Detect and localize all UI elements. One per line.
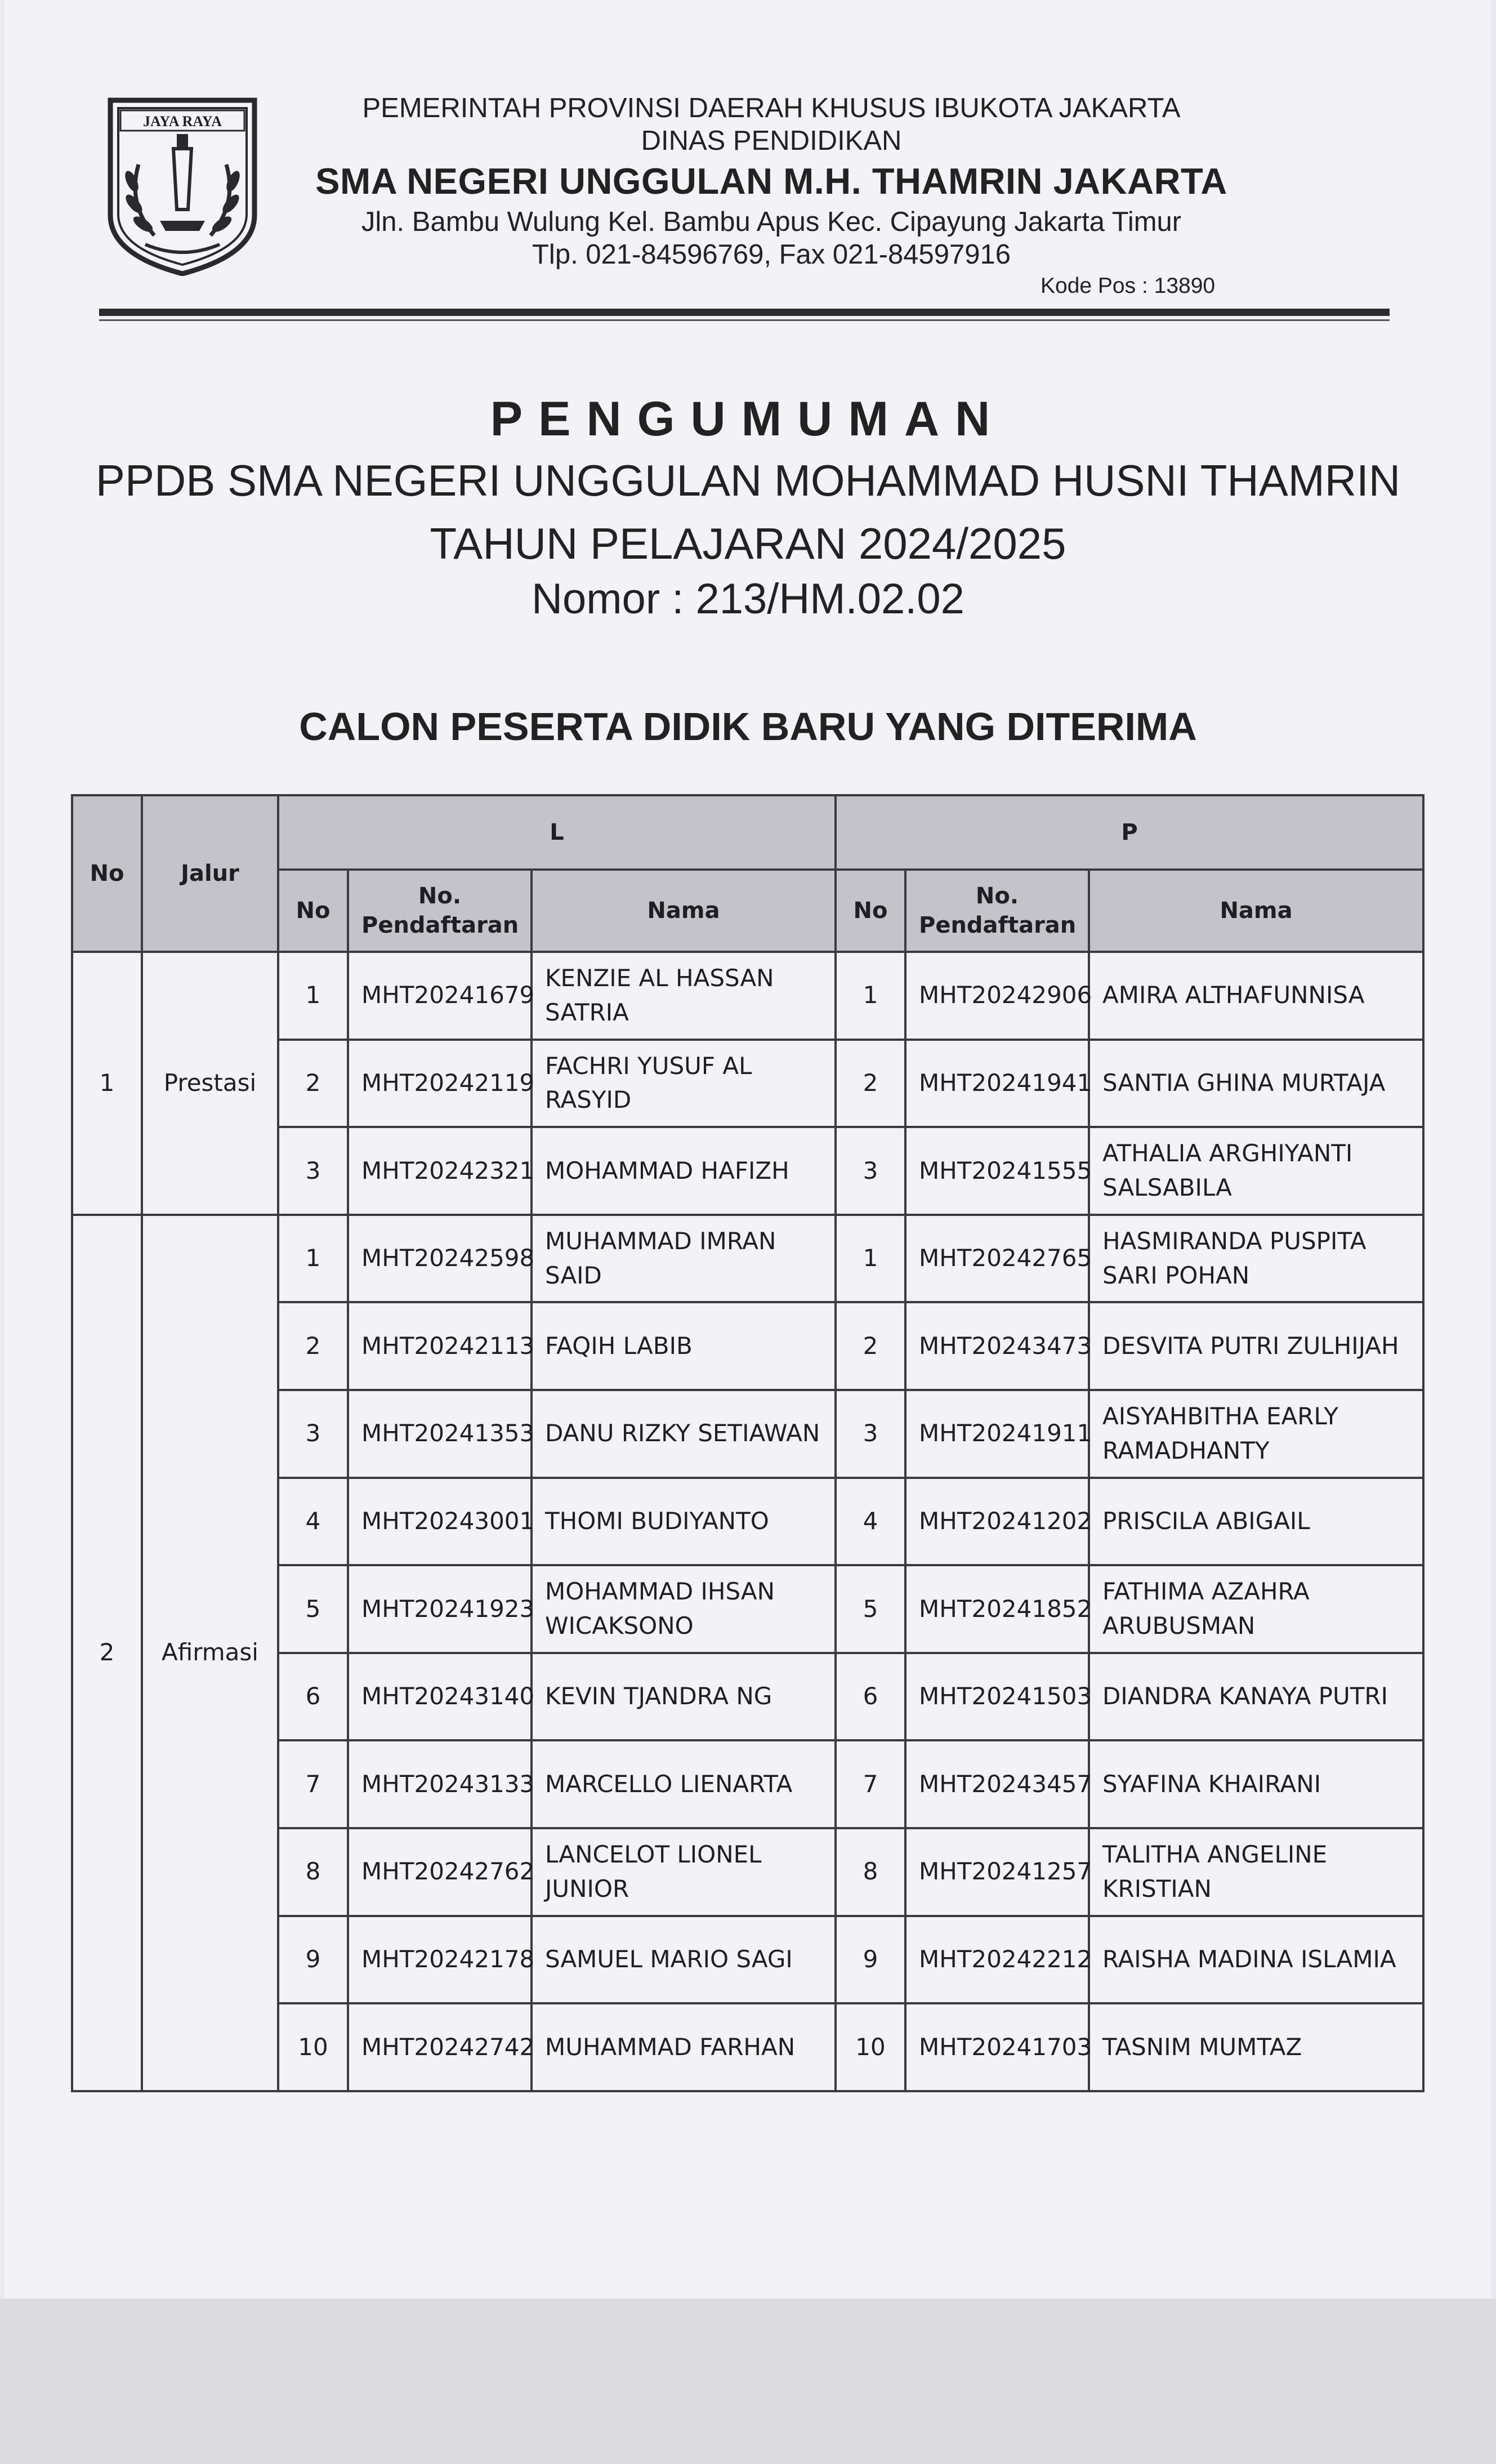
p-registration: MHT20241852 xyxy=(905,1565,1089,1653)
header-jalur: Jalur xyxy=(142,795,278,952)
letterhead-school-name: SMA NEGERI UNGGULAN M.H. THAMRIN JAKARTA xyxy=(315,161,1227,202)
p-no: 9 xyxy=(836,1916,905,2004)
l-no: 4 xyxy=(278,1478,348,1566)
l-no: 8 xyxy=(278,1828,348,1916)
l-name: MUHAMMAD IMRAN SAID xyxy=(532,1215,836,1303)
l-registration: MHT20242742 xyxy=(348,2003,532,2091)
p-registration: MHT20242765 xyxy=(905,1215,1089,1303)
p-no: 3 xyxy=(836,1127,905,1215)
l-registration: MHT20242113 xyxy=(348,1302,532,1390)
l-no: 3 xyxy=(278,1390,348,1478)
l-registration: MHT20242598 xyxy=(348,1215,532,1303)
p-name: AMIRA ALTHAFUNNISA xyxy=(1089,952,1423,1040)
p-registration: MHT20243473 xyxy=(905,1302,1089,1390)
l-registration: MHT20242762 xyxy=(348,1828,532,1916)
l-name: MUHAMMAD FARHAN xyxy=(532,2003,836,2091)
header-l-registration: No. Pendaftaran xyxy=(348,870,532,952)
p-registration: MHT20241257 xyxy=(905,1828,1089,1916)
announcement-heading: PENGUMUMAN xyxy=(490,392,1006,446)
p-name: RAISHA MADINA ISLAMIA xyxy=(1089,1916,1423,2004)
l-registration: MHT20242119 xyxy=(348,1040,532,1128)
header-l-name: Nama xyxy=(532,870,836,952)
letterhead-government: PEMERINTAH PROVINSI DAERAH KHUSUS IBUKOTA JAKARTA xyxy=(362,93,1181,123)
l-name: SAMUEL MARIO SAGI xyxy=(532,1916,836,2004)
p-registration: MHT20241703 xyxy=(905,2003,1089,2091)
p-name: SYAFINA KHAIRANI xyxy=(1089,1740,1423,1828)
l-name: KEVIN TJANDRA NG xyxy=(532,1653,836,1741)
p-name: HASMIRANDA PUSPITA SARI POHAN xyxy=(1089,1215,1423,1303)
group-no: 1 xyxy=(72,952,142,1215)
header-no: No xyxy=(72,795,142,952)
p-no: 2 xyxy=(836,1302,905,1390)
l-name: KENZIE AL HASSAN SATRIA xyxy=(532,952,836,1040)
p-no: 3 xyxy=(836,1390,905,1478)
l-no: 1 xyxy=(278,952,348,1040)
p-name: FATHIMA AZAHRA ARUBUSMAN xyxy=(1089,1565,1423,1653)
header-group-l: L xyxy=(278,795,836,870)
p-no: 8 xyxy=(836,1828,905,1916)
l-registration: MHT20241923 xyxy=(348,1565,532,1653)
l-no: 9 xyxy=(278,1916,348,2004)
p-registration: MHT20241503 xyxy=(905,1653,1089,1741)
l-name: MARCELLO LIENARTA xyxy=(532,1740,836,1828)
p-no: 5 xyxy=(836,1565,905,1653)
p-no: 10 xyxy=(836,2003,905,2091)
p-name: PRISCILA ABIGAIL xyxy=(1089,1478,1423,1566)
l-name: THOMI BUDIYANTO xyxy=(532,1478,836,1566)
letterhead-address: Jln. Bambu Wulung Kel. Bambu Apus Kec. Cipayung Jakarta Timur xyxy=(361,207,1182,237)
l-no: 6 xyxy=(278,1653,348,1741)
letterhead-department: DINAS PENDIDIKAN xyxy=(641,126,902,156)
p-no: 2 xyxy=(836,1040,905,1128)
p-registration: MHT20241941 xyxy=(905,1040,1089,1128)
header-group-p: P xyxy=(836,795,1423,870)
group-no: 2 xyxy=(72,1215,142,2091)
p-name: DESVITA PUTRI ZULHIJAH xyxy=(1089,1302,1423,1390)
jakarta-emblem-icon xyxy=(106,97,259,276)
p-name: ATHALIA ARGHIYANTI SALSABILA xyxy=(1089,1127,1423,1215)
l-registration: MHT20242178 xyxy=(348,1916,532,2004)
p-no: 1 xyxy=(836,952,905,1040)
l-name: FAQIH LABIB xyxy=(532,1302,836,1390)
accepted-students-table xyxy=(71,794,1424,2092)
l-name: LANCELOT LIONEL JUNIOR xyxy=(532,1828,836,1916)
l-registration: MHT20241679 xyxy=(348,952,532,1040)
p-name: SANTIA GHINA MURTAJA xyxy=(1089,1040,1423,1128)
group-jalur: Prestasi xyxy=(142,952,278,1215)
header-p-registration: No. Pendaftaran xyxy=(905,870,1089,952)
l-registration: MHT20243133 xyxy=(348,1740,532,1828)
p-registration: MHT20243457 xyxy=(905,1740,1089,1828)
announcement-program: PPDB SMA NEGERI UNGGULAN MOHAMMAD HUSNI THAMRIN xyxy=(95,456,1401,505)
p-no: 1 xyxy=(836,1215,905,1303)
l-registration: MHT20243140 xyxy=(348,1653,532,1741)
p-registration: MHT20242906 xyxy=(905,952,1089,1040)
svg-text:JAYA RAYA: JAYA RAYA xyxy=(143,113,222,130)
p-registration: MHT20242212 xyxy=(905,1916,1089,2004)
l-registration: MHT20241353 xyxy=(348,1390,532,1478)
letterhead-postal-code: Kode Pos : 13890 xyxy=(1040,274,1216,298)
l-name: DANU RIZKY SETIAWAN xyxy=(532,1390,836,1478)
table-row xyxy=(72,1215,1423,1303)
l-registration: MHT20242321 xyxy=(348,1127,532,1215)
l-no: 2 xyxy=(278,1040,348,1128)
table-row xyxy=(72,952,1423,1040)
letterhead-divider xyxy=(99,309,1390,316)
announcement-school-year: TAHUN PELAJARAN 2024/2025 xyxy=(430,519,1066,568)
p-no: 6 xyxy=(836,1653,905,1741)
l-no: 2 xyxy=(278,1302,348,1390)
p-no: 7 xyxy=(836,1740,905,1828)
announcement-number: Nomor : 213/HM.02.02 xyxy=(532,575,964,623)
p-registration: MHT20241202 xyxy=(905,1478,1089,1566)
l-registration: MHT20243001 xyxy=(348,1478,532,1566)
l-no: 1 xyxy=(278,1215,348,1303)
header-p-name: Nama xyxy=(1089,870,1423,952)
p-name: TALITHA ANGELINE KRISTIAN xyxy=(1089,1828,1423,1916)
p-name: DIANDRA KANAYA PUTRI xyxy=(1089,1653,1423,1741)
header-l-no: No xyxy=(278,870,348,952)
letterhead-phone: Tlp. 021-84596769, Fax 021-84597916 xyxy=(532,239,1011,270)
header-p-no: No xyxy=(836,870,905,952)
l-name: MOHAMMAD IHSAN WICAKSONO xyxy=(532,1565,836,1653)
p-name: AISYAHBITHA EARLY RAMADHANTY xyxy=(1089,1390,1423,1478)
l-no: 5 xyxy=(278,1565,348,1653)
l-name: MOHAMMAD HAFIZH xyxy=(532,1127,836,1215)
p-name: TASNIM MUMTAZ xyxy=(1089,2003,1423,2091)
group-jalur: Afirmasi xyxy=(142,1215,278,2091)
scan-bottom-margin xyxy=(0,2299,1496,2464)
p-registration: MHT20241911 xyxy=(905,1390,1089,1478)
letterhead-divider-thin xyxy=(99,319,1390,321)
p-no: 4 xyxy=(836,1478,905,1566)
l-name: FACHRI YUSUF AL RASYID xyxy=(532,1040,836,1128)
l-no: 7 xyxy=(278,1740,348,1828)
table-title: CALON PESERTA DIDIK BARU YANG DITERIMA xyxy=(299,705,1197,748)
l-no: 10 xyxy=(278,2003,348,2091)
p-registration: MHT20241555 xyxy=(905,1127,1089,1215)
l-no: 3 xyxy=(278,1127,348,1215)
